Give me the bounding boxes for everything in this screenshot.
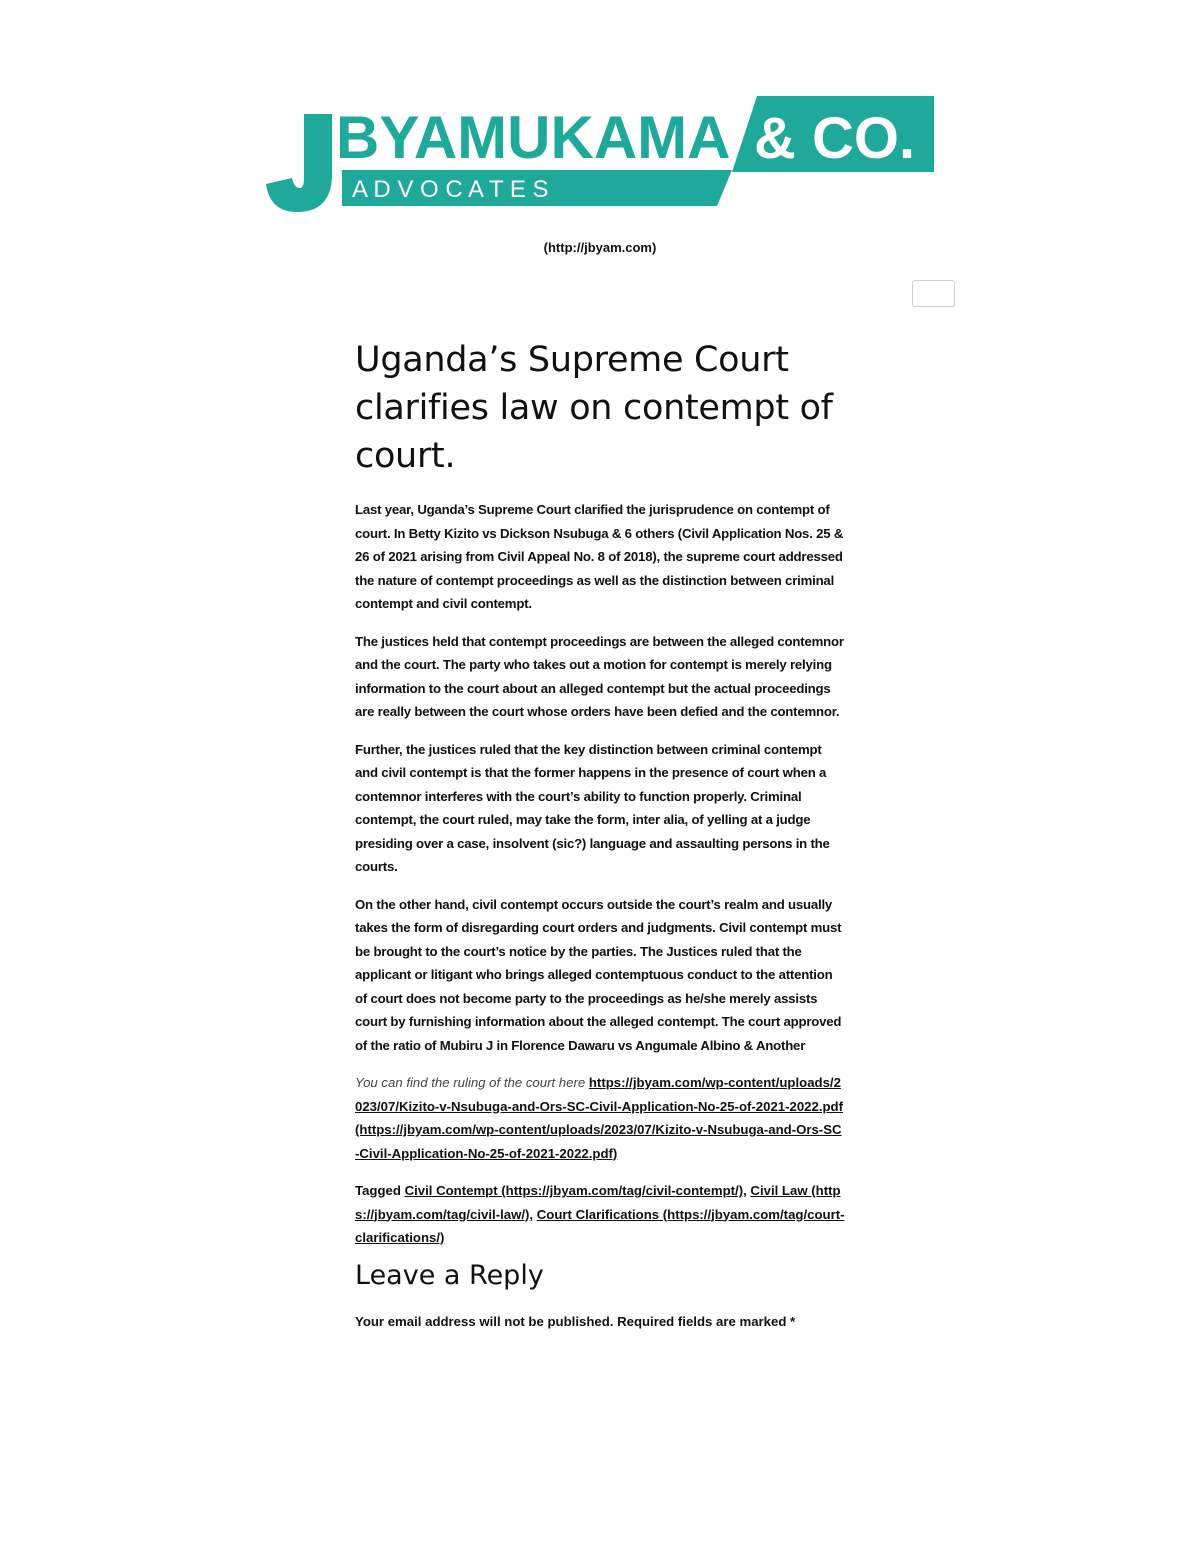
logo-suffix: & CO. (754, 106, 916, 171)
logo-graphic (262, 92, 942, 217)
tags-label: Tagged (355, 1183, 405, 1198)
tags-line (355, 1179, 845, 1250)
logo-name: BYAMUKAMA (336, 104, 731, 171)
tag-separator: , (743, 1183, 751, 1198)
article (355, 336, 845, 1333)
logo-j-shape (266, 114, 332, 212)
reply-title: Leave a Reply (355, 1259, 544, 1291)
ruling-lead: You can find the ruling of the court here (355, 1075, 589, 1090)
article-paragraph: The justices held that contempt proceedings are between the alleged contemnor and the court. The party who takes out a motion for contempt is merely relying information to the court about an alleged contempt but the actual proceedings are really between the court whose orders have been defied and the contemnor. (355, 633, 844, 719)
comment-notes: Your email address will not be published. Required fields are marked * (355, 1313, 796, 1329)
tag-link-court-clarifications[interactable]: Court Clarifications (https://jbyam.com/tag/court-clarifications/) (355, 1206, 845, 1245)
tag-link-civil-law[interactable]: Civil Law (https://jbyam.com/tag/civil-law/) (355, 1183, 841, 1222)
site-logo[interactable] (262, 92, 942, 217)
ruling-link[interactable]: https://jbyam.com/wp-content/uploads/2023/07/Kizito-v-Nsubuga-and-Ors-SC-Civil-Application-No-25-of-2021-2022.pdf (https://jbyam.com/wp-content/uploads/2023/07/Kizito-v-Nsubuga-and-Ors-SC-Civil-Application-No-25-of-2021-2022.pdf) (355, 1075, 844, 1161)
logo-tagline: A D V O C A T E S (352, 176, 549, 203)
home-link[interactable]: (http://jbyam.com) (543, 240, 657, 255)
tag-separator: , (529, 1206, 537, 1222)
menu-toggle-button[interactable] (912, 280, 955, 307)
tag-link-civil-contempt[interactable]: Civil Contempt (https://jbyam.com/tag/civil-contempt/) (404, 1183, 744, 1198)
article-title: Uganda’s Supreme Court clarifies law on contempt of court. (355, 340, 833, 476)
article-paragraph: Further, the justices ruled that the key distinction between criminal contempt and civil contempt is that the former happens in the presence of court when a contemnor interferes with the court’s ability to function properly. Criminal contempt, the court ruled, may take the form, inter alia, of yelling at a judge presiding over a case, insolvent (sic?) language and assaulting persons in the courts. (355, 741, 830, 874)
ruling-paragraph (355, 1071, 845, 1165)
article-paragraph: On the other hand, civil contempt occurs outside the court’s realm and usually takes the form of disregarding court orders and judgments. Civil contempt must be brought to the court’s notice by the parties. The Justices ruled that the applicant or litigant who brings alleged contemptuous conduct to the attention of court does not become party to the proceedings as he/she merely assists court by furnishing information about the alleged contempt. The court approved of the ratio of Mubiru J in Florence Dawaru vs Angumale Albino & Another (355, 896, 842, 1053)
article-paragraph: Last year, Uganda’s Supreme Court clarified the jurisprudence on contempt of court. In Betty Kizito vs Dickson Nsubuga & 6 others (Civil Application Nos. 25 & 26 of 2021 arising from Civil Appeal No. 8 of 2018), the supreme court addressed the nature of contempt proceedings as well as the distinction between criminal contempt and civil contempt. (355, 502, 844, 611)
